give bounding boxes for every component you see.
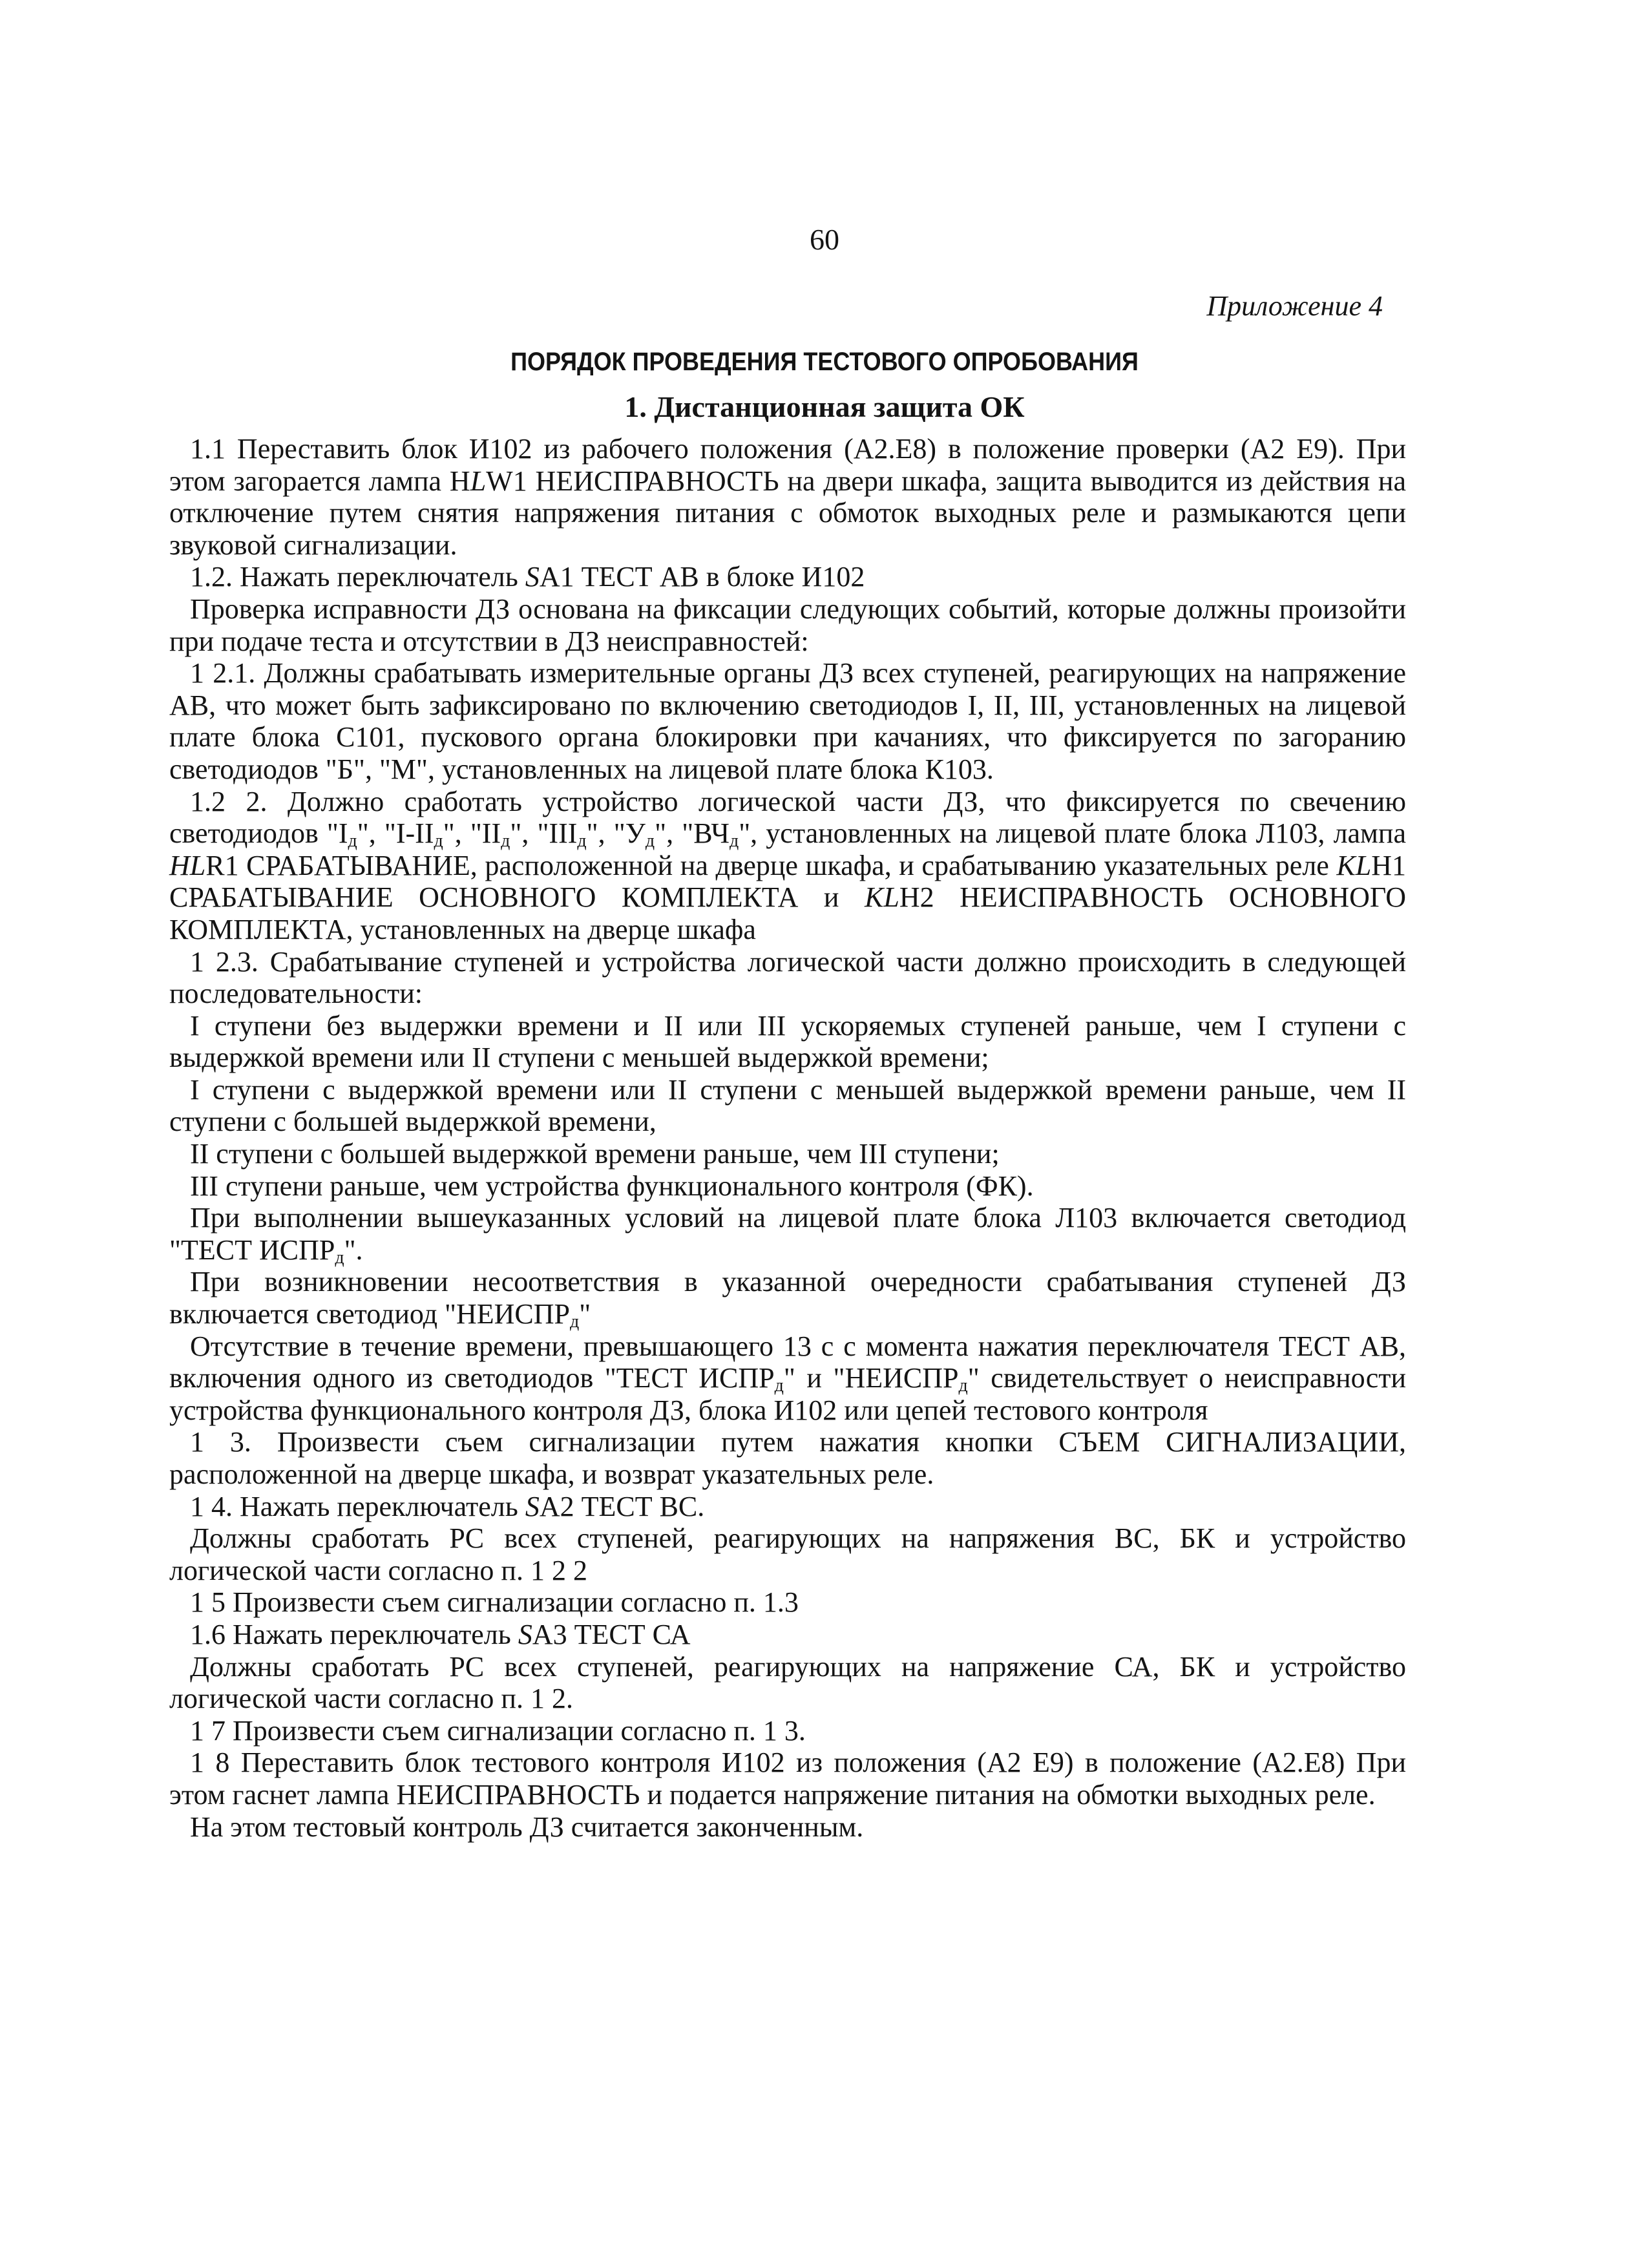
paragraph-intro: Проверка исправности ДЗ основана на фиксации следующих событий, которые должны произойти при подаче теста и отсутствии в ДЗ неисправностей: [169, 593, 1406, 657]
paragraph-conclusion: На этом тестовый контроль ДЗ считается законченным. [190, 1811, 864, 1843]
page-number: 60 [810, 223, 839, 256]
paragraph-1-8: 1 8 Переставить блок тестового контроля И102 из положения (А2 Е9) в положение (А2.Е8) При этом гаснет лампа НЕИСПРАВНОСТЬ и подается напряжение питания на обмотки выходных реле. [169, 1747, 1406, 1811]
paragraph-1-5: 1 5 Произвести съем сигнализации согласно п. 1.3 [190, 1586, 799, 1619]
appendix-label: Приложение 4 [1206, 290, 1383, 322]
paragraph-1-2-2: 1.2 2. Должно сработать устройство логической части ДЗ, что фиксируется по свечению светодиодов "$I_д$", "$I-II_д$", "$II_д$", "$III_д$", "$У_д$", "$ВЧ_д$", установленных на лицевой плате блока Л103, лампа HLR1 СРАБАТЫВАНИЕ, расположенной на дверце шкафа, и срабатыванию указательных реле KLH1 СРАБАТЫВАНИЕ ОСНОВНОГО КОМПЛЕКТА и KLH2 НЕИСПРАВНОСТЬ ОСНОВНОГО КОМПЛЕКТА, установленных на дверце шкафа [169, 785, 1406, 945]
document-body [169, 433, 1406, 1843]
sequence-item-2: I ступени с выдержкой времени или II ступени с меньшей выдержкой времени раньше, чем II ступени с большей выдержкой времени, [169, 1073, 1406, 1138]
paragraph-1-6-result: Должны сработать PC всех ступеней, реагирующих на напряжение СА, БК и устройство логической части согласно п. 1 2. [169, 1650, 1406, 1715]
sequence-item-4: III ступени раньше, чем устройства функционального контроля (ФК). [190, 1170, 1034, 1202]
section-title: 1. Дистанционная защита ОК [624, 390, 1025, 423]
paragraph-1-6: 1.6 Нажать переключатель SA3 ТЕСТ СА [190, 1618, 691, 1650]
paragraph-1-7: 1 7 Произвести съем сигнализации согласно п. 1 3. [190, 1714, 806, 1747]
paragraph-test-ok: При выполнении вышеуказанных условий на лицевой плате блока Л103 включается светодиод "ТЕСТ $ИСПР_д$". [169, 1202, 1406, 1268]
paragraph-timeout: Отсутствие в течение времени, превышающего 13 с с момента нажатия переключателя ТЕСТ АВ, включения одного из светодиодов "ТЕСТ $ИСПР_д$" и "$НЕИСПР_д$" свидетельствует о неисправности устройства функционального контроля ДЗ, блока И102 или цепей тестового контроля [169, 1330, 1407, 1426]
paragraph-1-3: 1 3. Произвести съем сигнализации путем нажатия кнопки СЪЕМ СИГНАЛИЗАЦИИ, расположенной на дверце шкафа, и возврат указательных реле. [169, 1426, 1406, 1490]
paragraph-1-4: 1 4. Нажать переключатель SA2 ТЕСТ ВС. [190, 1490, 705, 1522]
paragraph-1-2: 1.2. Нажать переключатель SA1 ТЕСТ АВ в блоке И102 [190, 561, 865, 593]
paragraph-test-fault: При возникновении несоответствия в указанной очередности срабатывания ступеней ДЗ включается светодиод "$НЕИСПР_д$" [169, 1266, 1406, 1332]
sequence-item-3: II ступени с большей выдержкой времени раньше, чем III ступени; [190, 1138, 1000, 1170]
document-title: ПОРЯДОК ПРОВЕДЕНИЯ ТЕСТОВОГО ОПРОБОВАНИЯ [510, 348, 1139, 376]
paragraph-1-2-3: 1 2.3. Срабатывание ступеней и устройства логической части должно происходить в следующей последовательности: [169, 945, 1406, 1010]
paragraph-1-1: 1.1 Переставить блок И102 из рабочего положения (А2.Е8) в положение проверки (А2 Е9). При этом загорается лампа HLW1 НЕИСПРАВНОСТЬ на двери шкафа, защита выводится из действия на отключение путем снятия напряжения питания с обмоток выходных реле и размыкаются цепи звуковой сигнализации. [169, 433, 1406, 561]
paragraph-1-2-1: 1 2.1. Должны срабатывать измерительные органы ДЗ всех ступеней, реагирующих на напряжение АВ, что может быть зафиксировано по включению светодиодов I, II, III, установленных на лицевой плате блока С101, пускового органа блокировки при качаниях, что фиксируется по загоранию светодиодов "Б", "М", установленных на лицевой плате блока К103. [169, 657, 1406, 785]
sequence-item-1: I ступени без выдержки времени и II или III ускоряемых ступеней раньше, чем I ступени с выдержкой времени или II ступени с меньшей выдержкой времени; [169, 1009, 1406, 1074]
paragraph-1-4-result: Должны сработать PC всех ступеней, реагирующих на напряжения ВС, БК и устройство логической части согласно п. 1 2 2 [169, 1522, 1406, 1586]
